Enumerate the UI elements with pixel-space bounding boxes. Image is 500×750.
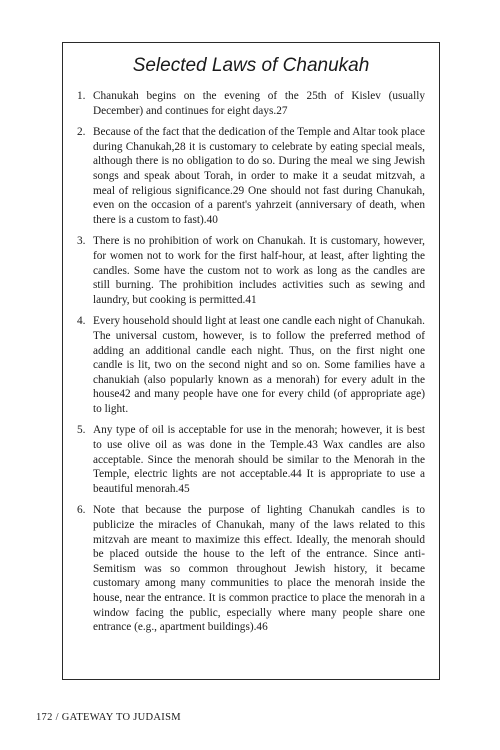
law-text: Because of the fact that the dedication of the Temple and Altar took place during Chanukah,28 it is customary to celebrate by eating special meals, although there is no obligation to do so. During the meal we sing Jewish songs and speak about Torah, in order to make it a seudat mitzvah, a meal of religious significance.29 One should not fast during Chanukah, even on the occasion of a parent's yahrzeit (anniversary of death, when there is a custom to fast).40 bbox=[93, 126, 425, 226]
law-number: 2. bbox=[77, 126, 86, 139]
law-number: 3. bbox=[77, 235, 86, 248]
law-item bbox=[77, 503, 425, 634]
law-number: 1. bbox=[77, 90, 86, 102]
law-text: Chanukah begins on the evening of the 25th of Kislev (usually December) and continues for eight days.27 bbox=[93, 90, 425, 117]
law-item bbox=[77, 314, 425, 416]
law-number: 4. bbox=[77, 315, 86, 328]
law-item bbox=[77, 89, 425, 118]
law-item bbox=[77, 234, 425, 307]
laws-list bbox=[77, 89, 425, 635]
law-item bbox=[77, 125, 425, 227]
law-text: Every household should light at least one candle each night of Chanukah. The universal custom, however, is to follow the preferred method of adding an additional candle each night. Thus, on the first night one candle is lit, two on the second night and so on. Some families have a chanukiah (also popularly known as a menorah) for every adult in the house42 and many people have one for every child (of appropriate age) to light. bbox=[93, 315, 425, 415]
law-number: 5. bbox=[77, 424, 86, 437]
law-text: Note that because the purpose of lighting Chanukah candles is to publicize the miracles of Chanukah, many of the laws related to this mitzvah are meant to maximize this effect. Ideally, the menorah should be placed outside the house to the left of the entrance. Since anti-Semitism was so common throughout Jewish history, it became customary among many communities to place the menorah inside the house, near the entrance. It is common practice to place the menorah in a window facing the public, especially where many people share one entrance (e.g., apartment buildings).46 bbox=[93, 504, 425, 634]
section-title: Selected Laws of Chanukah bbox=[132, 55, 370, 76]
laws-box bbox=[62, 42, 440, 680]
law-number: 6. bbox=[77, 504, 86, 517]
law-text: There is no prohibition of work on Chanukah. It is customary, however, for women not to work for the first half-hour, at least, after lighting the candles. Some have the custom not to work as long as the candles are still burning. The prohibition includes activities such as sewing and laundry, but cooking is permitted.41 bbox=[93, 235, 425, 306]
law-item bbox=[77, 423, 425, 496]
page-footer: 172 / GATEWAY TO JUDAISM bbox=[36, 712, 181, 723]
law-text: Any type of oil is acceptable for use in the menorah; however, it is best to use olive oil as was done in the Temple.43 Wax candles are also acceptable. Since the menorah should be similar to the Menorah in the Temple, electric lights are not acceptable.44 It is appropriate to use a beautiful menorah.45 bbox=[93, 424, 425, 495]
